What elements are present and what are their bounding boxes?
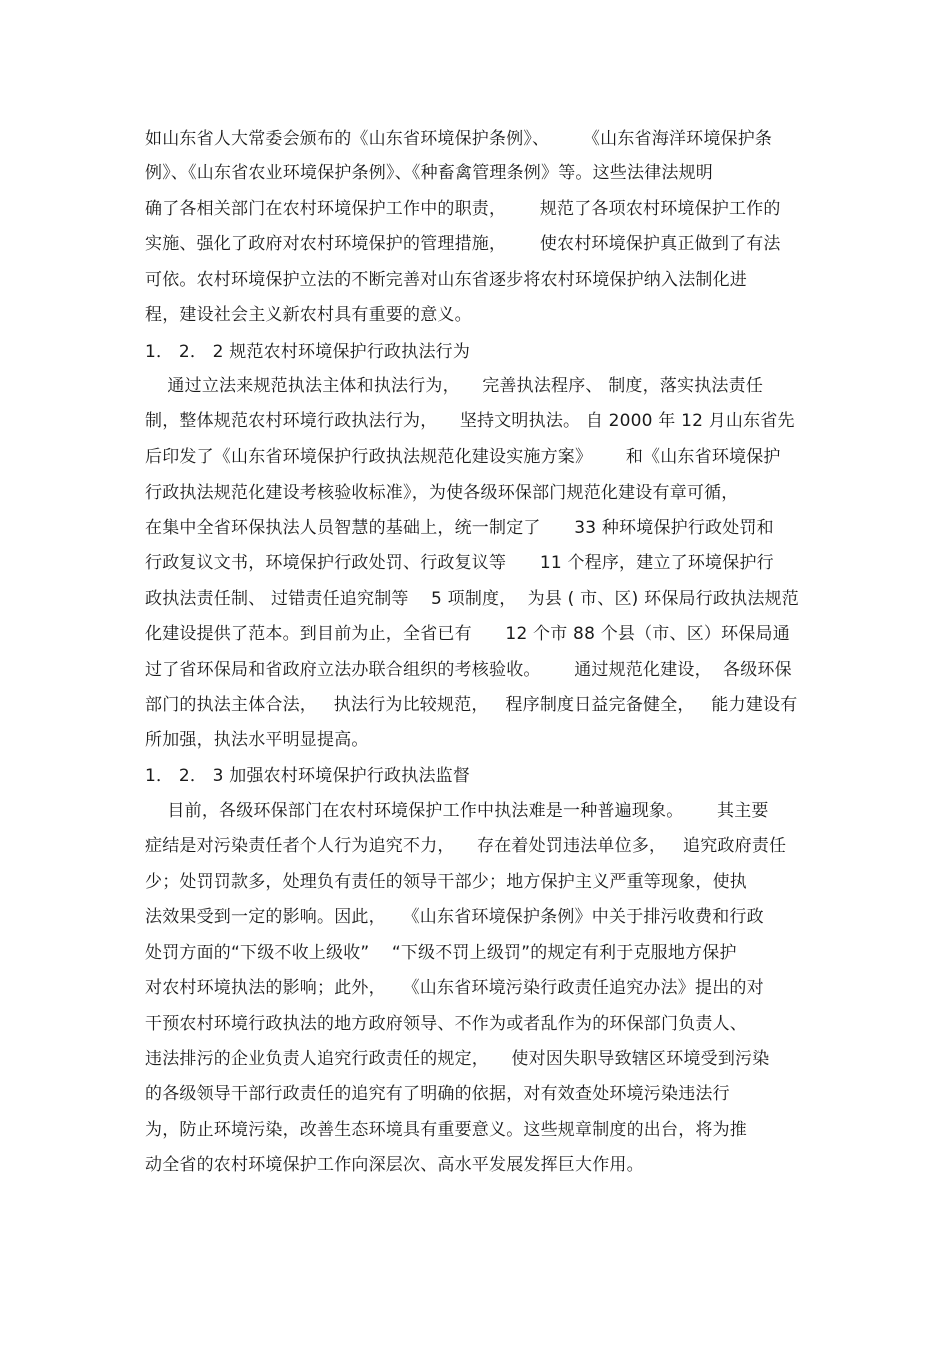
- body-text-line: 目前，各级环保部门在农村环境保护工作中执法难是一种普遍现象。 其主要: [145, 801, 769, 821]
- section-heading-1-2-3: 1． 2． 3 加强农村环境保护行政执法监督: [145, 766, 471, 786]
- body-text-line: 在集中全省环保执法人员智慧的基础上，统一制定了 33 种环境保护行政处罚和: [145, 518, 774, 538]
- body-text-line: 干预农村环境行政执法的地方政府领导、不作为或者乱作为的环保部门负责人、: [145, 1014, 747, 1034]
- body-text-line: 政执法责任制、 过错责任追究制等 5 项制度， 为县 ( 市、区) 环保局行政执法规范: [145, 589, 799, 609]
- body-text-line: 法效果受到一定的影响。因此， 《山东省环境保护条例》中关于排污收费和行政: [145, 907, 764, 927]
- body-text-line: 少；处罚罚款多，处理负有责任的领导干部少；地方保护主义严重等现象，使执: [145, 872, 747, 892]
- body-text-line: 部门的执法主体合法， 执法行为比较规范， 程序制度日益完备健全， 能力建设有: [145, 695, 798, 715]
- body-text-line: 后印发了《山东省环境保护行政执法规范化建设实施方案》 和《山东省环境保护: [145, 447, 781, 467]
- body-text-line: 如山东省人大常委会颁布的《山东省环境保护条例》、 《山东省海洋环境保护条: [145, 129, 773, 149]
- body-text-line: 过了省环保局和省政府立法办联合组织的考核验收。 通过规范化建设， 各级环保: [145, 660, 792, 680]
- body-text-line: 确了各相关部门在农村环境保护工作中的职责， 规范了各项农村环境保护工作的: [145, 199, 781, 219]
- body-text-line: 制，整体规范农村环境行政执法行为， 坚持文明执法。 自 2000 年 12 月山东省先: [145, 411, 795, 431]
- body-text-line: 程，建设社会主义新农村具有重要的意义。: [145, 305, 472, 325]
- body-text-line: 行政复议文书，环境保护行政处罚、行政复议等 11 个程序，建立了环境保护行: [145, 553, 774, 573]
- body-text-line: 可依。农村环境保护立法的不断完善对山东省逐步将农村环境保护纳入法制化进: [145, 270, 747, 290]
- body-text-line: 例》、《山东省农业环境保护条例》、《种畜禽管理条例》等。这些法律法规明: [145, 163, 713, 183]
- body-text-line: 对农村环境执法的影响；此外， 《山东省环境污染行政责任追究办法》提出的对: [145, 978, 764, 998]
- body-text-line: 化建设提供了范本。到目前为止，全省已有 12 个市 88 个县（市、区）环保局通: [145, 624, 790, 644]
- body-text-line: 症结是对污染责任者个人行为追究不力， 存在着处罚违法单位多， 追究政府责任: [145, 836, 787, 856]
- body-text-line: 实施、强化了政府对农村环境保护的管理措施， 使农村环境保护真正做到了有法: [145, 234, 781, 254]
- body-text-line: 为，防止环境污染，改善生态环境具有重要意义。这些规章制度的出台，将为推: [145, 1120, 747, 1140]
- body-text-line: 行政执法规范化建设考核验收标准》，为使各级环保部门规范化建设有章可循，: [145, 483, 739, 503]
- section-heading-1-2-2: 1． 2． 2 规范农村环境保护行政执法行为: [145, 342, 471, 362]
- body-text-line: 违法排污的企业负责人追究行政责任的规定， 使对因失职导致辖区环境受到污染: [145, 1049, 770, 1069]
- body-text-line: 动全省的农村环境保护工作向深层次、高水平发展发挥巨大作用。: [145, 1155, 644, 1175]
- body-text-line: 的各级领导干部行政责任的追究有了明确的依据，对有效查处环境污染违法行: [145, 1084, 730, 1104]
- body-text-line: 处罚方面的“下级不收上级收” “下级不罚上级罚”的规定有利于克服地方保护: [145, 943, 737, 963]
- body-text-line: 通过立法来规范执法主体和执法行为， 完善执法程序、 制度，落实执法责任: [145, 376, 764, 396]
- body-text-line: 所加强，执法水平明显提高。: [145, 730, 369, 750]
